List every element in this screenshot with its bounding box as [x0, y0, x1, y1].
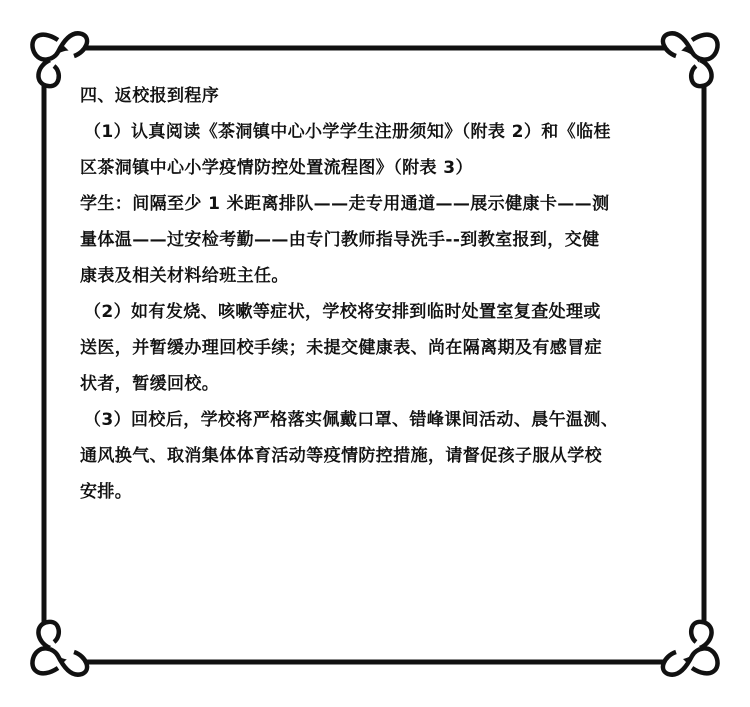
- text-line: 康表及相关材料给班主任。: [80, 266, 289, 286]
- text-line: （1）认真阅读《茶洞镇中心小学学生注册须知》（附表 2）和《临桂: [84, 122, 611, 142]
- text-line: 送医，并暂缓办理回校手续；未提交健康表、尚在隔离期及有感冒症: [80, 338, 602, 358]
- text-line: （3）回校后，学校将严格落实佩戴口罩、错峰课间活动、晨午温测、: [84, 410, 619, 430]
- notice-body: [80, 78, 680, 510]
- text-line: 学生：间隔至少 1 米距离排队——走专用通道——展示健康卡——测: [80, 194, 610, 214]
- text-line: （2）如有发烧、咳嗽等症状，学校将安排到临时处置室复查处理或: [84, 302, 601, 322]
- text-line: 量体温——过安检考勤——由专门教师指导洗手--到教室报到，交健: [80, 230, 600, 250]
- text-line: 通风换气、取消集体体育活动等疫情防控措施，请督促孩子服从学校: [80, 446, 602, 466]
- text-line: 状者，暂缓回校。: [80, 374, 220, 394]
- bottom-left-corner-ornament-icon: [32, 622, 87, 675]
- top-left-corner-ornament-icon: [32, 33, 87, 86]
- section-heading: 四、返校报到程序: [80, 86, 220, 106]
- bottom-right-corner-ornament-icon: [663, 622, 718, 675]
- text-line: 安排。: [80, 482, 133, 502]
- text-line: 区茶洞镇中心小学疫情防控处置流程图》（附表 3）: [80, 158, 473, 178]
